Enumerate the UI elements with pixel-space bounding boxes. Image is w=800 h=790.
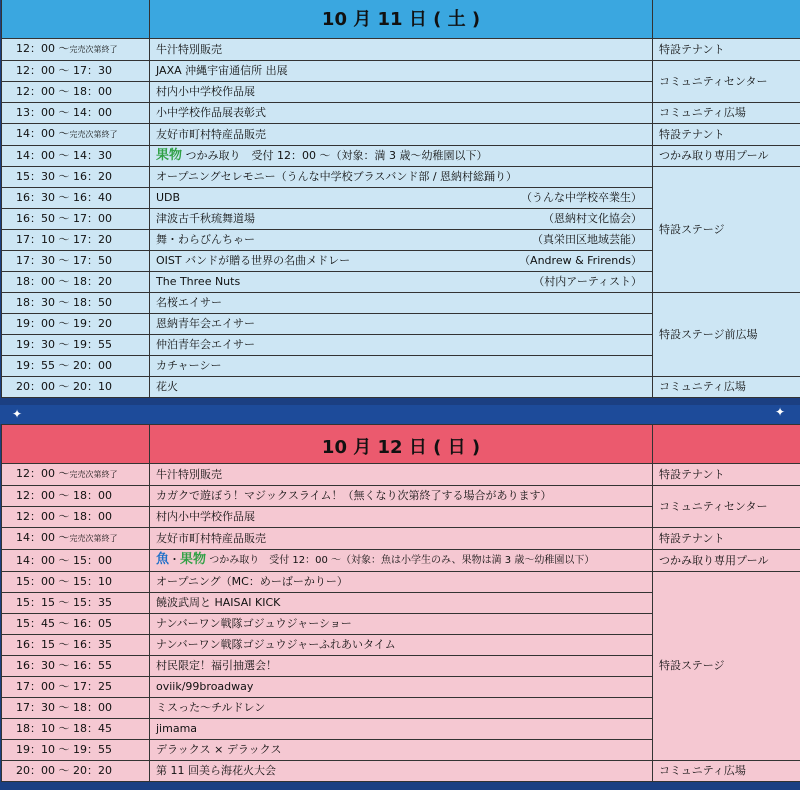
event-name: JAXA 沖縄宇宙通信所 出展	[150, 61, 653, 82]
venue-label: つかみ取り専用プール	[653, 550, 800, 572]
time-label: 13：00 〜 14：00	[2, 103, 150, 124]
time-label: 19：00 〜 19：20	[2, 314, 150, 335]
event-name: 名桜エイサー	[150, 293, 653, 314]
venue-label: 特設テナント	[653, 39, 800, 61]
separator-dot: ・	[169, 553, 181, 566]
event-name: 牛汁特別販売	[150, 39, 653, 61]
venue-label: 特設ステージ前広場	[653, 293, 800, 377]
time-label: 15：00 〜 15：10	[2, 572, 150, 593]
table-row	[2, 572, 800, 593]
event-name: The Three Nuts	[156, 275, 241, 288]
event-name: OIST バンドが贈る世界の名曲メドレー	[156, 254, 351, 267]
sold-out-note: 完売次第終了	[69, 45, 118, 54]
time-label: 15：15 〜 15：35	[2, 593, 150, 614]
event-name: 舞・わらびんちゃー	[156, 233, 255, 246]
event-name: 村内小中学校作品展	[150, 507, 653, 528]
time-label: 16：15 〜 16：35	[2, 635, 150, 656]
time-label: 17：10 〜 17：20	[2, 230, 150, 251]
event-name: ナンバーワン戦隊ゴジュウジャーショー	[150, 614, 653, 635]
day1-date: 10 月 11 日 ( 土 )	[150, 0, 653, 39]
fruit-label: 果物	[156, 148, 183, 163]
time-label: 20：00 〜 20：10	[2, 377, 150, 398]
venue-label: 特設テナント	[653, 528, 800, 550]
schedule-table-day2	[1, 424, 800, 782]
table-row	[2, 103, 800, 124]
day2-date: 10 月 12 日 ( 日 )	[150, 425, 653, 464]
event-name: 饒波武周と HAISAI KICK	[150, 593, 653, 614]
venue-label: コミュニティ広場	[653, 103, 800, 124]
time-label: 20：00 〜 20：20	[2, 761, 150, 782]
fruit-label: 果物	[180, 552, 207, 567]
table-row	[2, 761, 800, 782]
event-name: 村内小中学校作品展	[150, 82, 653, 103]
table-row	[2, 293, 800, 314]
venue-label: 特設ステージ	[653, 572, 800, 761]
event-name: 友好市町村特産品販売	[150, 528, 653, 550]
table-header-row	[2, 425, 800, 464]
event-name: ナンバーワン戦隊ゴジュウジャーふれあいタイム	[150, 635, 653, 656]
event-name: 仲泊青年会エイサー	[150, 335, 653, 356]
time-label: 18：10 〜 18：45	[2, 719, 150, 740]
event-name: 友好市町村特産品販売	[150, 124, 653, 146]
time-label: 12：00 〜	[16, 42, 70, 55]
time-label: 14：00 〜	[16, 531, 70, 544]
table-row	[2, 39, 800, 61]
performer-label: （恩納村文化協会）	[543, 212, 642, 225]
event-name: oviik/99broadway	[150, 677, 653, 698]
performer-label: （真栄田区地域芸能）	[532, 233, 642, 246]
fish-label: 魚	[156, 552, 170, 567]
time-label: 15：45 〜 16：05	[2, 614, 150, 635]
time-label: 14：00 〜	[16, 127, 70, 140]
time-label: 19：30 〜 19：55	[2, 335, 150, 356]
time-label: 16：30 〜 16：40	[2, 188, 150, 209]
event-name: jimama	[150, 719, 653, 740]
time-label: 19：10 〜 19：55	[2, 740, 150, 761]
time-label: 18：00 〜 18：20	[2, 272, 150, 293]
venue-label: コミュニティ広場	[653, 377, 800, 398]
venue-label: 特設テナント	[653, 464, 800, 486]
table-row	[2, 146, 800, 167]
time-label: 16：50 〜 17：00	[2, 209, 150, 230]
performer-label: （うんな中学校卒業生）	[521, 191, 642, 204]
time-label: 12：00 〜 17：30	[2, 61, 150, 82]
time-label: 18：30 〜 18：50	[2, 293, 150, 314]
event-name: デラックス × デラックス	[150, 740, 653, 761]
time-label: 12：00 〜 18：00	[2, 486, 150, 507]
event-name: カチャーシー	[150, 356, 653, 377]
time-label: 14：00 〜 14：30	[2, 146, 150, 167]
sold-out-note: 完売次第終了	[69, 534, 118, 543]
event-name: ミスった〜チルドレン	[150, 698, 653, 719]
event-name: 恩納青年会エイサー	[150, 314, 653, 335]
time-label: 19：55 〜 20：00	[2, 356, 150, 377]
time-label: 12：00 〜 18：00	[2, 507, 150, 528]
sparkle-icon: ✦	[775, 405, 786, 419]
event-name: 第 11 回美ら海花火大会	[150, 761, 653, 782]
venue-label: つかみ取り専用プール	[653, 146, 800, 167]
performer-label: （Andrew & Frirends）	[519, 254, 642, 267]
time-label: 14：00 〜 15：00	[2, 550, 150, 572]
event-name: 村民限定！福引抽選会！	[150, 656, 653, 677]
time-label: 17：30 〜 18：00	[2, 698, 150, 719]
table-header-row	[2, 0, 800, 39]
table-row	[2, 486, 800, 507]
time-label: 15：30 〜 16：20	[2, 167, 150, 188]
event-name: つかみ取り 受付 12：00 〜（対象：魚は小学生のみ、果物は満 3 歳〜幼稚園以下）	[206, 555, 595, 566]
event-name: カガクで遊ぼう！マジックスライム！（無くなり次第終了する場合があります）	[150, 486, 653, 507]
time-label: 17：00 〜 17：25	[2, 677, 150, 698]
sold-out-note: 完売次第終了	[69, 470, 118, 479]
event-name: 牛汁特別販売	[150, 464, 653, 486]
event-name: 津波古千秋琉舞道場	[156, 212, 255, 225]
venue-label: コミュニティセンター	[653, 61, 800, 103]
venue-label: 特設ステージ	[653, 167, 800, 293]
table-row	[2, 528, 800, 550]
event-name: UDB	[156, 191, 181, 204]
table-row	[2, 61, 800, 82]
table-row	[2, 167, 800, 188]
time-label: 12：00 〜	[16, 467, 70, 480]
event-name: オープニング（MC：めーばーかりー）	[150, 572, 653, 593]
performer-label: （村内アーティスト）	[533, 275, 642, 288]
event-name: つかみ取り 受付 12：00 〜（対象：満 3 歳〜幼稚園以下）	[182, 149, 488, 162]
venue-label: コミュニティセンター	[653, 486, 800, 528]
time-label: 12：00 〜 18：00	[2, 82, 150, 103]
table-row	[2, 124, 800, 146]
sparkle-icon: ✦	[12, 407, 23, 421]
time-label: 17：30 〜 17：50	[2, 251, 150, 272]
venue-label: コミュニティ広場	[653, 761, 800, 782]
table-row	[2, 464, 800, 486]
schedule-table-day1	[1, 0, 800, 398]
event-name: オープニングセレモニー（うんな中学校ブラスバンド部 / 恩納村総踊り）	[150, 167, 653, 188]
event-name: 小中学校作品展表彰式	[150, 103, 653, 124]
time-label: 16：30 〜 16：55	[2, 656, 150, 677]
event-name: 花火	[150, 377, 653, 398]
table-row	[2, 550, 800, 572]
venue-label: 特設テナント	[653, 124, 800, 146]
sold-out-note: 完売次第終了	[69, 130, 118, 139]
section-divider	[0, 405, 800, 424]
table-row	[2, 377, 800, 398]
